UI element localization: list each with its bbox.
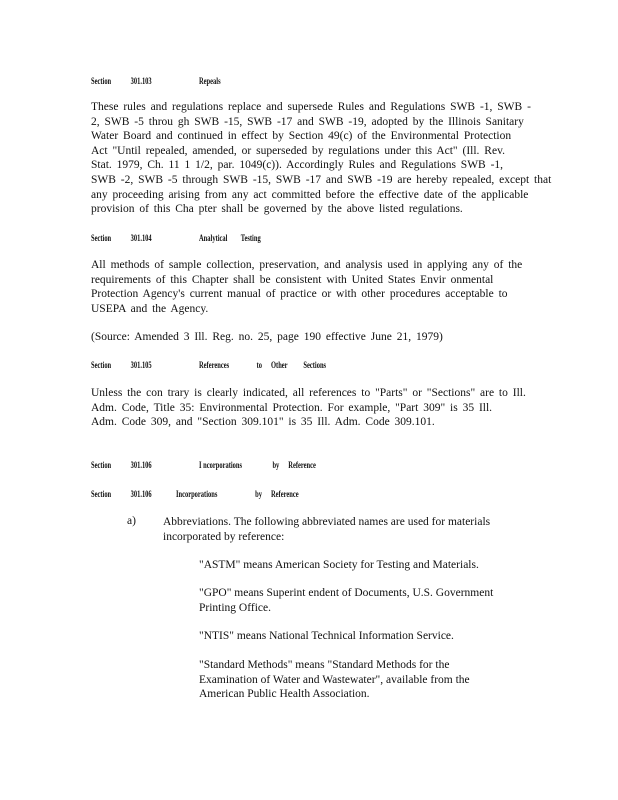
text-line: "ASTM" means American Society for Testing and Materials.: [199, 559, 479, 571]
section-title-part: I ncorporations: [199, 460, 243, 470]
text-line: Unless the con trary is clearly indicated, all references to "Parts" or "Sections" are to Ill.: [91, 387, 526, 399]
section-number: 301.103: [130, 76, 152, 86]
text-line: any proceeding arising from any act committed before the effective date of the applicable: [91, 188, 529, 201]
text-line: Stat. 1979, Ch. 11 1 1/2, par. 1049(c)). Accordingly Rules and Regulations SWB -1,: [91, 159, 504, 172]
text-line: 2, SWB -5 throu gh SWB -15, SWB -17 and SWB -19, adopted by the Illinois Sanitary: [91, 115, 524, 128]
text-line: These rules and regulations replace and supersede Rules and Regulations SWB -1, SWB -: [91, 101, 531, 113]
section-label: Section: [91, 489, 112, 499]
text-line: provision of this Cha pter shall be governed by the above listed regulations.: [91, 203, 463, 216]
text-line: "Standard Methods" means "Standard Methods for the: [199, 659, 450, 671]
section-number: 301.106: [130, 460, 152, 470]
text-line: USEPA and the Agency.: [91, 302, 209, 315]
section-title-part: Reference: [271, 489, 299, 499]
section-title: Repeals: [199, 76, 221, 86]
section-number: 301.104: [130, 233, 152, 243]
section-title-part: Reference: [288, 460, 316, 470]
definition-astm: [199, 558, 519, 573]
section-label: Section: [91, 76, 112, 86]
text-line: Abbreviations. The following abbreviated names are used for materials: [163, 516, 491, 528]
section-title-part: by: [272, 460, 280, 470]
section-heading-analytical-testing: [91, 233, 261, 243]
section-heading-references: [91, 360, 326, 370]
references-paragraph: [91, 386, 526, 430]
text-line: "GPO" means Superint endent of Documents, U.S. Government: [199, 587, 494, 599]
text-line: Examination of Water and Wastewater", available from the: [199, 673, 470, 686]
section-title-part: Sections: [303, 360, 327, 370]
section-title-part: References: [199, 360, 230, 370]
section-title-part: Other: [271, 360, 288, 370]
section-label: Section: [91, 360, 112, 370]
text-line: Adm. Code 309, and "Section 309.101" is 35 Ill. Adm. Code 309.101.: [91, 416, 435, 429]
text-line: Water Board and continued in effect by Section 49(c) of the Environmental Protection: [91, 130, 512, 143]
definition-ntis: [199, 629, 519, 644]
repeals-paragraph: [91, 100, 552, 217]
section-number: 301.105: [130, 360, 152, 370]
text-line: All methods of sample collection, preservation, and analysis used in applying any of the: [91, 259, 523, 271]
text-line: Protection Agency's current manual of practice or with other procedures acceptable to: [91, 288, 508, 301]
section-title-part: Incorporations: [175, 489, 218, 499]
section-title-part: Testing: [240, 233, 261, 243]
text-line: Adm. Code, Title 35: Environmental Protection. For example, "Part 309" is 35 Ill.: [91, 401, 493, 414]
list-marker: a): [127, 515, 136, 527]
section-heading-incorporations-repeat: [91, 489, 299, 499]
text-line: Printing Office.: [199, 601, 271, 614]
analytical-testing-paragraph: [91, 258, 521, 316]
section-heading-incorporations: [91, 460, 316, 470]
source-note: [91, 330, 521, 345]
section-title-part: by: [255, 489, 263, 499]
text-line: American Public Health Association.: [199, 688, 370, 701]
section-heading-repeals: [91, 76, 221, 86]
text-line: (Source: Amended 3 Ill. Reg. no. 25, page 190 effective June 21, 1979): [91, 331, 443, 343]
text-line: "NTIS" means National Technical Information Service.: [199, 630, 454, 642]
definition-gpo: [199, 586, 519, 615]
text-line: SWB -2, SWB -5 through SWB -15, SWB -17 and SWB -19 are hereby repealed, except that: [91, 173, 552, 186]
section-title-part: to: [256, 360, 262, 370]
section-number: 301.106: [130, 489, 152, 499]
definition-standard-methods: [199, 658, 519, 702]
section-label: Section: [91, 233, 112, 243]
abbreviations-paragraph: [163, 515, 523, 544]
section-label: Section: [91, 460, 112, 470]
text-line: Act "Until repealed, amended, or superseded by regulations under this Act" (Ill. Rev.: [91, 144, 505, 157]
text-line: requirements of this Chapter shall be consistent with United States Envir onmental: [91, 273, 494, 286]
text-line: incorporated by reference:: [163, 530, 285, 543]
section-title-part: Analytical: [199, 233, 228, 243]
